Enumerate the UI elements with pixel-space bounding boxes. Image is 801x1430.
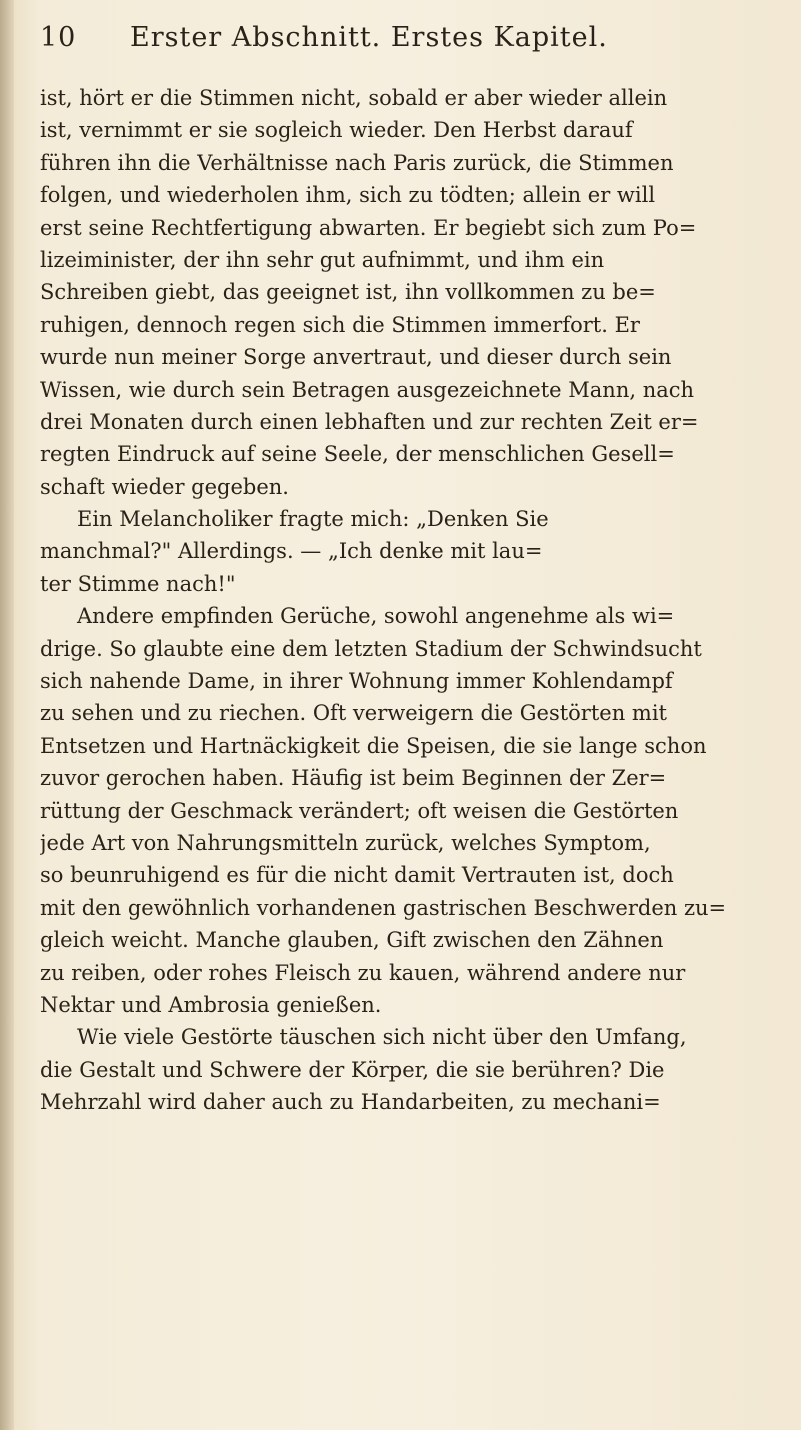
text-line: zuvor gerochen haben. Häufig ist beim Beginnen der Zer= (40, 766, 667, 791)
text-line: Wissen, wie durch sein Betragen ausgezeichnete Mann, nach (40, 377, 695, 402)
text-line: manchmal?" Allerdings. — „Ich denke mit lau= (40, 539, 543, 564)
text-line: Ein Melancholiker fragte mich: „Denken Sie (77, 507, 549, 532)
text-line: wurde nun meiner Sorge anvertraut, und dieser durch sein (40, 345, 672, 370)
text-line: drige. So glaubte eine dem letzten Stadium der Schwindsucht (40, 636, 702, 661)
text-line: Entsetzen und Hartnäckigkeit die Speisen, die sie lange schon (40, 733, 707, 758)
text-line: die Gestalt und Schwere der Körper, die sie berühren? Die (40, 1057, 665, 1082)
text-line: Mehrzahl wird daher auch zu Handarbeiten, zu mechani= (40, 1090, 661, 1115)
text-line: folgen, und wiederholen ihm, sich zu tödten; allein er will (40, 183, 656, 208)
text-line: so beunruhigend es für die nicht damit Vertrauten ist, doch (40, 863, 674, 888)
page-number: 10 (40, 22, 77, 53)
text-line: ist, hört er die Stimmen nicht, sobald er aber wieder allein (40, 86, 668, 110)
text-line: ter Stimme nach!" (40, 571, 236, 596)
text-line: ist, vernimmt er sie sogleich wieder. Den Herbst darauf (40, 118, 633, 143)
text-line: rüttung der Geschmack verändert; oft weisen die Gestörten (40, 798, 679, 823)
text-line: ruhigen, dennoch regen sich die Stimmen immerfort. Er (40, 312, 640, 337)
text-line: schaft wieder gegeben. (40, 474, 289, 499)
binding-shadow (0, 0, 14, 1430)
body-text (40, 82, 785, 1119)
text-line: Andere empfinden Gerüche, sowohl angenehme als wi= (77, 604, 675, 629)
running-head (40, 22, 780, 72)
text-line: Schreiben giebt, das geeignet ist, ihn vollkommen zu be= (40, 280, 656, 305)
text-line: Nektar und Ambrosia genießen. (40, 992, 382, 1017)
text-line: führen ihn die Verhältnisse nach Paris zurück, die Stimmen (40, 150, 674, 175)
text-line: zu sehen und zu riechen. Oft verweigern die Gestörten mit (40, 701, 667, 726)
text-line: sich nahende Dame, in ihrer Wohnung immer Kohlendampf (40, 669, 673, 694)
text-line: lizeiminister, der ihn sehr gut aufnimmt, und ihm ein (40, 247, 605, 272)
running-head-title: Erster Abschnitt. Erstes Kapitel. (130, 22, 608, 53)
text-line: gleich weicht. Manche glauben, Gift zwischen den Zähnen (40, 928, 664, 953)
text-line: erst seine Rechtfertigung abwarten. Er begiebt sich zum Po= (40, 215, 697, 240)
text-line: jede Art von Nahrungsmitteln zurück, welches Symptom, (40, 830, 651, 855)
text-line: drei Monaten durch einen lebhaften und zur rechten Zeit er= (40, 409, 699, 434)
text-line: mit den gewöhnlich vorhandenen gastrischen Beschwerden zu= (40, 895, 727, 920)
text-line: zu reiben, oder rohes Fleisch zu kauen, während andere nur (40, 960, 686, 985)
text-line: regten Eindruck auf seine Seele, der menschlichen Gesell= (40, 442, 675, 467)
text-line: Wie viele Gestörte täuschen sich nicht über den Umfang, (77, 1025, 687, 1050)
